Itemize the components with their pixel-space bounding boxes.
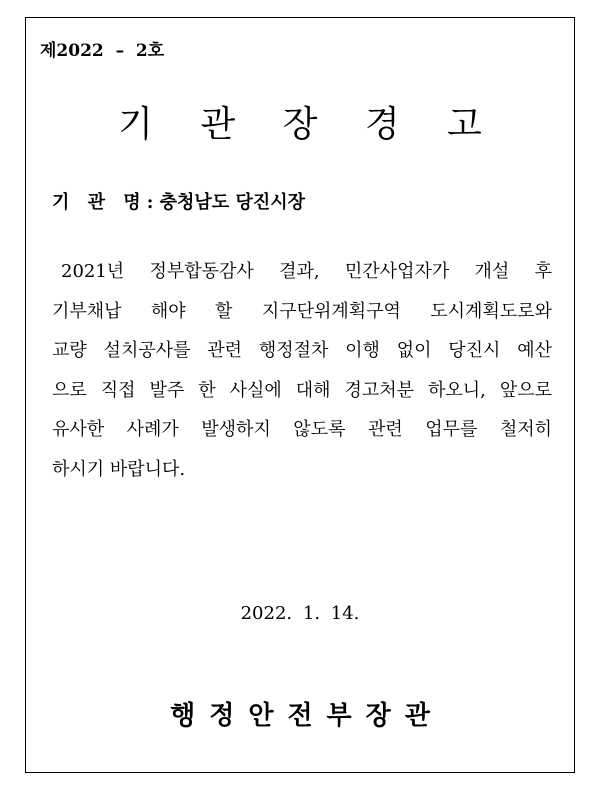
document-title: 기 관 장 경 고 [118,104,500,145]
document-date: 2022. 1. 14. [240,603,360,624]
document-number: 제2022 – 2호 [40,41,165,61]
body-line: 교량 설치공사를 관련 행정절차 이행 없이 당진시 예산 [52,340,552,361]
body-line: 유사한 사례가 발생하지 않도록 관련 업무를 철저히 [52,419,552,440]
document-body [52,252,552,489]
agency-label: 기 관 명 [52,192,147,213]
signer-title: 행정안전부장관 [170,701,444,731]
body-line: 으로 직접 발주 한 사실에 대해 경고처분 하오니, 앞으로 [52,379,552,401]
body-line: 기부채납 해야 할 지구단위계획구역 도시계획도로와 [52,300,552,322]
agency-separator: : [146,192,160,213]
agency-name: 충청남도 당진시장 [159,192,305,213]
agency-line [52,188,305,214]
body-line: 하시기 바랍니다. [52,458,186,480]
body-line: 2021년 정부합동감사 결과, 민간사업자가 개설 후 [61,261,552,282]
